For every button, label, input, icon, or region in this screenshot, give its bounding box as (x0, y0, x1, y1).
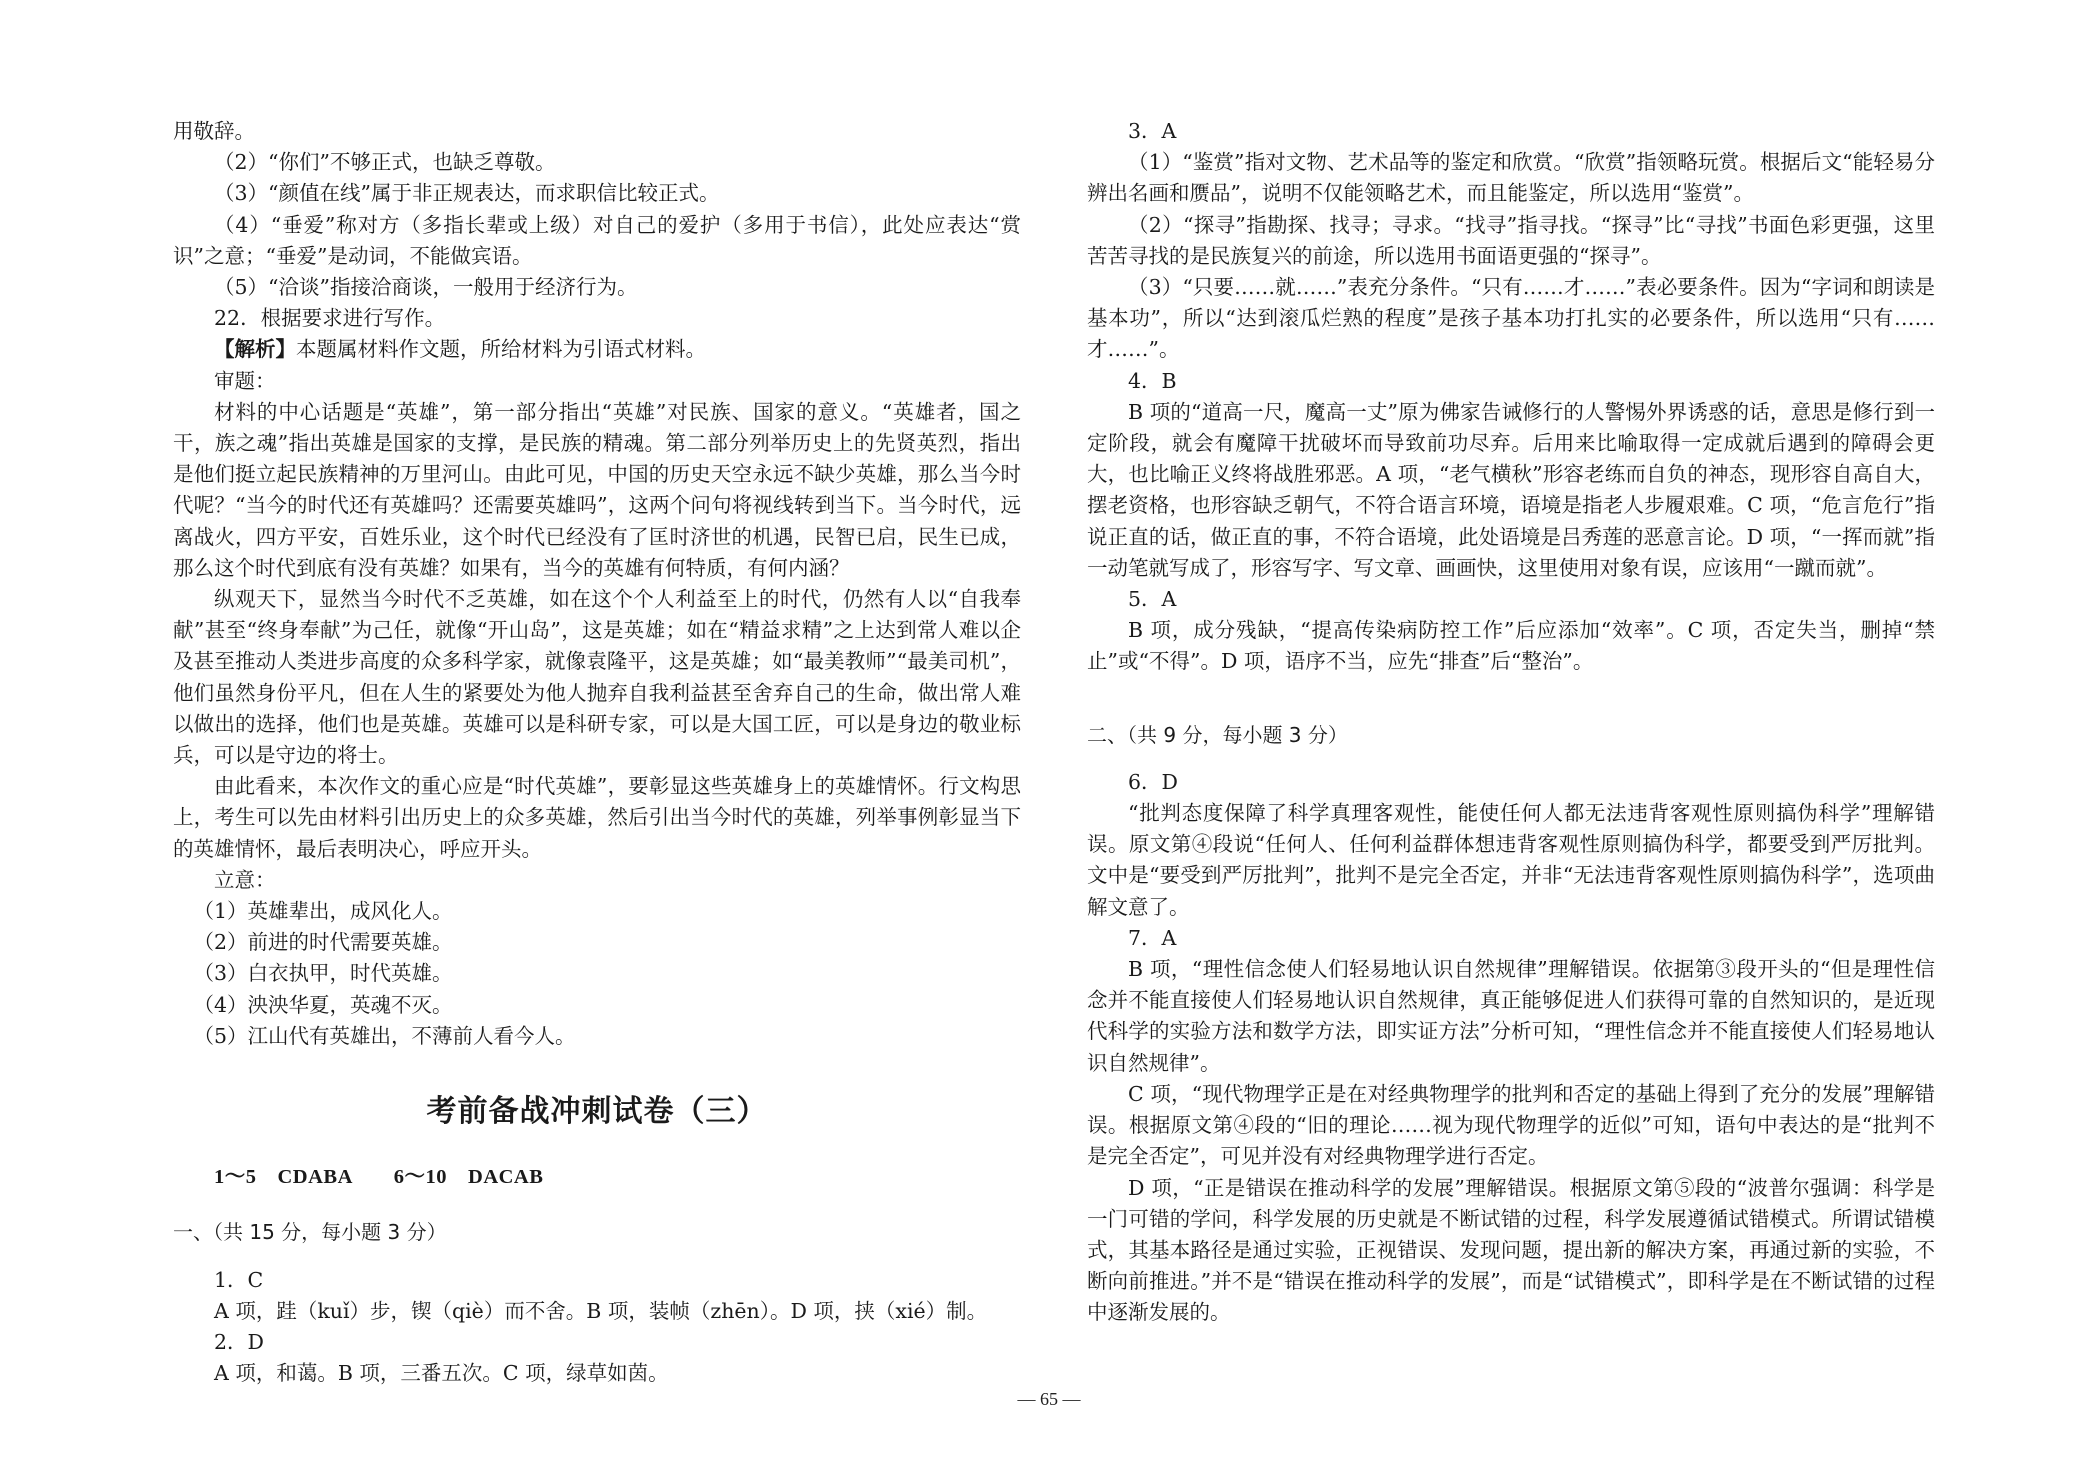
left-column (173, 116, 1021, 1389)
paragraph: 由此看来，本次作文的重心应是“时代英雄”，要彰显这些英雄身上的英雄情怀。行文构思上，考生可以先由材料引出历史上的众多英雄，然后引出当今时代的英雄，列举事例彰显当下的英雄情怀，最后表明决心，呼应开头。 (173, 774, 1021, 861)
paragraph: B 项的“道高一尺，魔高一丈”原为佛家告诫修行的人警惕外界诱惑的话，意思是修行到一定阶段，就会有魔障干扰破坏而导致前功尽弃。后用来比喻取得一定成就后遇到的障碍会更大，也比喻正义终将战胜邪恶。A 项，“老气横秋”形容老练而自负的神态，现形容自高自大，摆老资格，也形容缺乏朝气，不符合语言环境，语境是指老人步履艰难。C 项，“危言危行”指说正直的话，做正直的事，不符合语境，此处语境是吕秀莲的恶意言论。D 项，“一挥而就”指一动笔就写成了，形容写字、写文章、画画快，这里使用对象有误，应该用“一蹴而就”。 (1087, 399, 1935, 580)
paragraph: （4）“垂爱”称对方（多指长辈或上级）对自己的爱护（多用于书信），此处应表达“赏识”之意；“垂爱”是动词，不能做宾语。 (173, 212, 1021, 268)
paragraph: 用敬辞。 (173, 119, 255, 143)
analysis-paragraph (173, 334, 1021, 365)
paragraph: 纵观天下，显然当今时代不乏英雄，如在这个个人利益至上的时代，仍然有人以“自我奉献”甚至“终身奉献”为己任，就像“开山岛”，这是英雄；如在“精益求精”之上达到常人难以企及甚至推动人类进步高度的众多科学家，就像袁隆平，这是英雄；如“最美教师”“最美司机”，他们虽然身份平凡，但在人生的紧要处为他人抛弃自我利益甚至舍弃自己的生命，做出常人难以做出的选择，他们也是英雄。英雄可以是科研专家，可以是大国工匠，可以是身边的敬业标兵，可以是守边的将士。 (173, 587, 1021, 768)
paragraph: （4）泱泱华夏，英魂不灭。 (193, 992, 453, 1017)
right-top-block (1087, 116, 1935, 678)
left-top-block (173, 116, 1021, 334)
paragraph: A 项，和蔼。B 项，三番五次。C 项，绿草如茵。 (214, 1361, 669, 1386)
right-column (1087, 116, 1935, 1329)
paragraph: 4．B (1128, 368, 1177, 393)
answer-key: 1～5 CDABA 6～10 DACAB (214, 1166, 544, 1189)
paragraph: “批判态度保障了科学真理客观性，能使任何人都无法违背客观性原则搞伪科学”理解错误。原文第④段说“任何人、任何利益群体想违背客观性原则搞伪科学，都要受到严厉批判。文中是“要受到严厉批判”，批判不是完全否定，并非“无法违背客观性原则搞伪科学”，选项曲解文意了。 (1087, 801, 1935, 919)
paragraph: 22．根据要求进行写作。 (214, 306, 446, 331)
paragraph: （1）英雄辈出，成风化人。 (193, 899, 453, 924)
paragraph: （3）“只要……就……”表充分条件。“只有……才……”表必要条件。因为“字词和朗读是基本功”，所以“达到滚瓜烂熟的程度”是孩子基本功打扎实的必要条件，所以选用“只有……才……”。 (1087, 275, 1935, 362)
paragraph: 材料的中心话题是“英雄”，第一部分指出“英雄”对民族、国家的意义。“英雄者，国之干，族之魂”指出英雄是国家的支撑，是民族的精魂。第二部分列举历史上的先贤英烈，指出是他们挺立起民族精神的万里河山。由此可见，中国的历史天空永远不缺少英雄，那么当今时代呢？“当今的时代还有英雄吗？还需要英雄吗”，这两个问句将视线转到当下。当今时代，远离战火，四方平安，百姓乐业，这个时代已经没有了匡时济世的机遇，民智已启，民生已成，那么这个时代到底有没有英雄？如果有，当今的英雄有何特质，有何内涵？ (173, 399, 1021, 580)
paragraph: 3．A (1128, 119, 1177, 143)
paragraph: （2）“探寻”指勘探、找寻；寻求。“找寻”指寻找。“探寻”比“寻找”书面色彩更强，这里苦苦寻找的是民族复兴的前途，所以选用书面语更强的“探寻”。 (1087, 212, 1935, 268)
left-bottom-block (173, 1265, 1021, 1390)
paragraph: 5．A (1128, 587, 1177, 612)
analysis-label: 【解析】 (214, 337, 296, 362)
paragraph: （3）“颜值在线”属于非正规表达，而求职信比较正式。 (214, 181, 720, 206)
analysis-text: 本题属材料作文题，所给材料为引语式材料。 (296, 337, 706, 362)
paragraph: A 项，跬（kuǐ）步，锲（qiè）而不舍。B 项，装帧（zhēn）。D 项，挟（xié）制。 (214, 1298, 988, 1323)
paragraph: 审题： (214, 368, 276, 393)
paragraph: （1）“鉴赏”指对文物、艺术品等的鉴定和欣赏。“欣赏”指领略玩赏。根据后文“能轻易分辨出名画和赝品”，说明不仅能领略艺术，而且能鉴定，所以选用“鉴赏”。 (1087, 150, 1935, 206)
paragraph: 2．D (214, 1329, 264, 1354)
section-two-heading: 二、（共 9 分，每小题 3 分） (1087, 722, 1348, 747)
paragraph: 立意： (214, 867, 276, 892)
paragraph: （5）“洽谈”指接洽商谈，一般用于经济行为。 (214, 275, 638, 300)
paragraph: C 项，“现代物理学正是在对经典物理学的批判和否定的基础上得到了充分的发展”理解错误。根据原文第④段的“旧的理论……视为现代物理学的近似”可知，语句中表达的是“批判不是完全否定”，可见并没有对经典物理学进行否定。 (1087, 1081, 1935, 1169)
page-number: — 65 — (1017, 1389, 1081, 1409)
paragraph: 1．C (214, 1267, 264, 1292)
left-mid-block (173, 366, 1021, 1052)
paragraph: 6．D (1128, 769, 1178, 794)
paragraph: B 项，“理性信念使人们轻易地认识自然规律”理解错误。依据第③段开头的“但是理性信念并不能直接使人们轻易地认识自然规律，真正能够促进人们获得可靠的自然知识的，是近现代科学的实验方法和数学方法，即实证方法”分析可知，“理性信念并不能直接使人们轻易地认识自然规律”。 (1087, 957, 1935, 1075)
paragraph: （2）“你们”不够正式，也缺乏尊敬。 (214, 150, 556, 175)
paragraph: B 项，成分残缺，“提高传染病防控工作”后应添加“效率”。C 项，否定失当，删掉“禁止”或“不得”。D 项，语序不当，应先“排查”后“整治”。 (1087, 618, 1935, 674)
paragraph: D 项，“正是错误在推动科学的发展”理解错误。根据原文第⑤段的“波普尔强调：科学是一门可错的学问，科学发展的历史就是不断试错的过程，科学发展遵循试错模式。所谓试错模式，其基本路径是通过实验，正视错误、发现问题，提出新的解决方案，再通过新的实验，不断向前推进。”并不是“错误在推动科学的发展”，而是“试错模式”，即科学是在不断试错的过程中逐渐发展的。 (1087, 1175, 1935, 1325)
spacer (1087, 678, 1935, 696)
paragraph: （3）白衣执甲，时代英雄。 (193, 961, 453, 986)
paragraph: 7．A (1128, 925, 1177, 950)
paragraph: （2）前进的时代需要英雄。 (193, 930, 453, 955)
section-one-heading: 一、（共 15 分，每小题 3 分） (173, 1220, 447, 1245)
right-bottom-block (1087, 767, 1935, 1329)
paragraph: （5）江山代有英雄出，不薄前人看今人。 (193, 1023, 576, 1048)
exam-title: 考前备战冲刺试卷（三） (426, 1094, 768, 1130)
